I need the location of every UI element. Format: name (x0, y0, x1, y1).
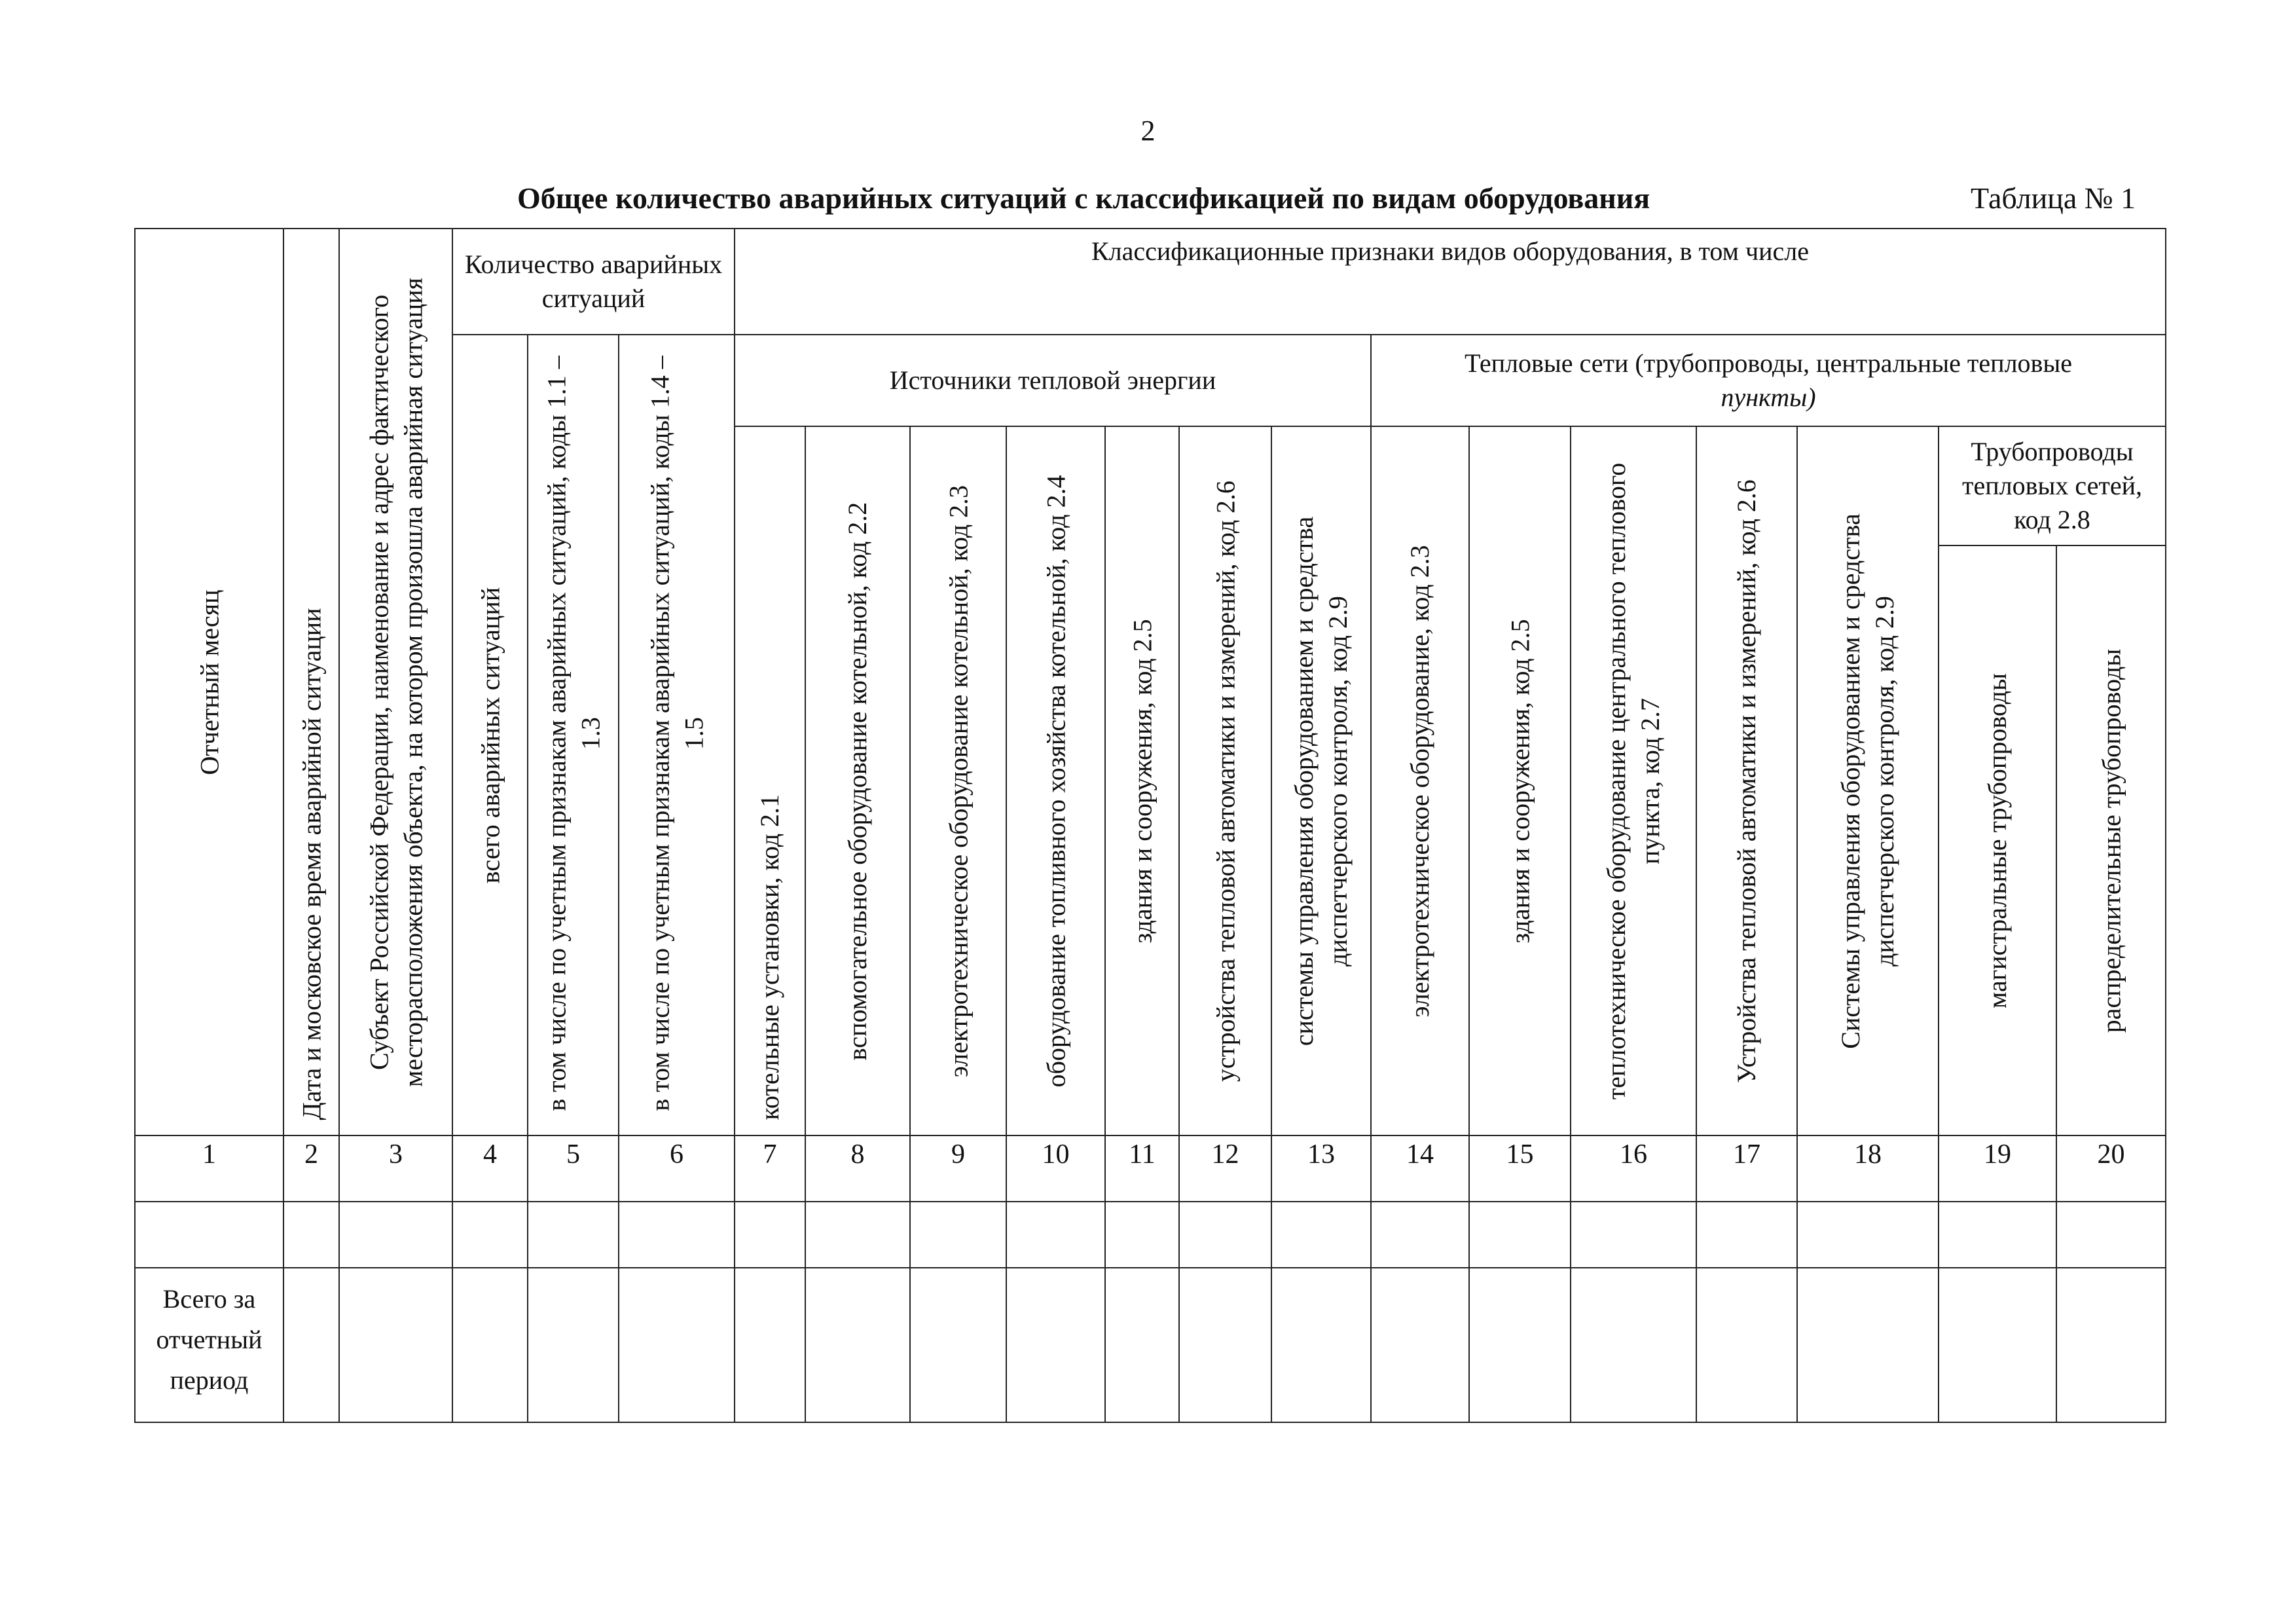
empty-data-cell (1796, 1201, 1939, 1268)
column-number-cell (1796, 1135, 1939, 1202)
header-quantity-group (452, 228, 735, 335)
total-data-cell (618, 1267, 735, 1423)
header-net-col-1 (1370, 426, 1470, 1136)
column-number-cell (134, 1135, 284, 1202)
total-row-label-line: Всего за (162, 1284, 256, 1314)
header-net-col-5-text: Системы управления оборудованием и средства диспетчерского контроля, код 2.9 (1836, 513, 1899, 1049)
total-data-cell (452, 1267, 528, 1423)
header-pipelines-group (1938, 426, 2166, 546)
header-net-col-5 (1796, 426, 1939, 1136)
header-reporting-month-text: Отчетный месяц (194, 589, 224, 775)
header-src-col-4 (1006, 426, 1106, 1136)
empty-data-cell (805, 1201, 911, 1268)
header-subject (338, 228, 453, 1136)
header-reporting-month (134, 228, 284, 1136)
header-src-col-7-text: системы управления оборудованием и средства диспетчерского контроля, код 2.9 (1289, 516, 1353, 1046)
column-number: 3 (389, 1139, 403, 1170)
header-codes-1-4 (618, 334, 735, 1136)
total-row-label-line: период (170, 1365, 249, 1395)
total-data-cell (2056, 1267, 2166, 1423)
column-number-cell (1104, 1135, 1180, 1202)
column-number-cell (1696, 1135, 1798, 1202)
empty-data-cell (134, 1201, 284, 1268)
empty-data-cell (1104, 1201, 1180, 1268)
total-row-label (136, 1279, 283, 1401)
column-number-cell (1006, 1135, 1106, 1202)
header-heat-sources (734, 334, 1372, 427)
empty-data-cell (338, 1201, 453, 1268)
header-net-col-2 (1468, 426, 1571, 1136)
header-codes-1-1-text: в том числе по учетным признакам аварийных ситуаций, коды 1.1 – 1.3 (541, 355, 605, 1111)
empty-data-cell (1696, 1201, 1798, 1268)
column-number-cell (527, 1135, 619, 1202)
header-src-col-5-text: здания и сооружения, код 2.5 (1127, 618, 1157, 944)
empty-data-cell (618, 1201, 735, 1268)
total-data-cell (1370, 1267, 1470, 1423)
header-net-col-1-text: электротехническое оборудование, код 2.3 (1405, 544, 1434, 1018)
total-data-cell (1006, 1267, 1106, 1423)
empty-data-cell (734, 1201, 806, 1268)
header-pipe-col-1 (1938, 545, 2057, 1136)
column-number-cell (338, 1135, 453, 1202)
column-number: 18 (1854, 1139, 1882, 1170)
column-number-cell (734, 1135, 806, 1202)
total-data-cell (1696, 1267, 1798, 1423)
header-pipe-col-2 (2056, 545, 2166, 1136)
header-datetime-text: Дата и московское время аварийной ситуации (296, 607, 326, 1120)
total-data-cell (1178, 1267, 1272, 1423)
header-src-col-4-text: оборудование топливного хозяйства котельной, код 2.4 (1040, 475, 1070, 1087)
column-number-cell (1468, 1135, 1571, 1202)
column-number-cell (283, 1135, 340, 1202)
total-data-cell (1938, 1267, 2057, 1423)
empty-data-cell (1178, 1201, 1272, 1268)
column-number-cell (1570, 1135, 1697, 1202)
header-total-text: всего аварийных ситуаций (475, 587, 505, 883)
column-number-cell (1178, 1135, 1272, 1202)
header-classification-group-text: Классификационные признаки видов оборудования, в том числе (1091, 236, 1809, 266)
column-number: 15 (1506, 1139, 1534, 1170)
header-net-col-4 (1696, 426, 1798, 1136)
column-number: 1 (202, 1139, 216, 1170)
column-number: 5 (566, 1139, 580, 1170)
empty-data-cell (1570, 1201, 1697, 1268)
column-number-cell (618, 1135, 735, 1202)
column-number: 16 (1620, 1139, 1647, 1170)
header-heat-sources-text: Источники тепловой энергии (889, 365, 1216, 395)
header-src-col-6-text: устройства тепловой автоматики и измерений, код 2.6 (1210, 480, 1240, 1082)
column-number: 4 (483, 1139, 497, 1170)
column-number: 9 (951, 1139, 965, 1170)
table-label: Таблица № 1 (1971, 181, 2136, 215)
header-src-col-5 (1104, 426, 1180, 1136)
column-number: 6 (670, 1139, 683, 1170)
empty-data-cell (1938, 1201, 2057, 1268)
column-number: 13 (1307, 1139, 1335, 1170)
header-src-col-2-text: вспомогательное оборудование котельной, код 2.2 (843, 502, 872, 1060)
empty-data-cell (2056, 1201, 2166, 1268)
column-number: 17 (1733, 1139, 1760, 1170)
header-total (452, 334, 528, 1136)
header-heat-networks-text (1372, 335, 2165, 426)
header-src-col-7 (1271, 426, 1372, 1136)
total-data-cell (527, 1267, 619, 1423)
empty-data-cell (527, 1201, 619, 1268)
total-data-cell (283, 1267, 340, 1423)
column-number: 11 (1129, 1139, 1156, 1170)
column-number: 2 (304, 1139, 318, 1170)
empty-data-cell (909, 1201, 1007, 1268)
header-src-col-3-text: электротехническое оборудование котельной, код 2.3 (943, 485, 973, 1077)
total-data-cell (1796, 1267, 1939, 1423)
column-number-cell (1938, 1135, 2057, 1202)
header-heat-networks (1370, 334, 2166, 427)
total-row-label-cell (134, 1267, 284, 1423)
column-number: 12 (1211, 1139, 1239, 1170)
table-title: Общее количество аварийных ситуаций с классификацией по видам оборудования (517, 181, 1650, 215)
header-net-col-3-text: теплотехническое оборудование центрального теплового пункта, код 2.7 (1601, 462, 1665, 1099)
header-codes-1-1 (527, 334, 619, 1136)
header-pipe-col-1-text: магистральные трубопроводы (1982, 673, 2012, 1008)
column-number-cell (452, 1135, 528, 1202)
total-data-cell (1104, 1267, 1180, 1423)
empty-data-cell (452, 1201, 528, 1268)
header-pipe-col-2-text: распределительные трубопроводы (2096, 648, 2126, 1033)
empty-data-cell (1370, 1201, 1470, 1268)
column-number: 8 (850, 1139, 865, 1170)
heat-networks-italic: пункты) (1721, 382, 1816, 412)
empty-data-cell (1468, 1201, 1571, 1268)
empty-data-cell (1271, 1201, 1372, 1268)
header-net-col-2-text: здания и сооружения, код 2.5 (1504, 618, 1535, 944)
empty-data-cell (1006, 1201, 1106, 1268)
column-number-cell (2056, 1135, 2166, 1202)
column-number-cell (805, 1135, 911, 1202)
header-pipelines-group-text: Трубопроводы тепловых сетей, код 2.8 (1962, 437, 2142, 534)
header-classification-group (734, 228, 2166, 335)
heat-networks-plain: Тепловые сети (трубопроводы, центральные тепловые (1464, 348, 2073, 378)
column-number-cell (909, 1135, 1007, 1202)
total-row-label-line: отчетный (156, 1325, 263, 1354)
column-number-cell (1271, 1135, 1372, 1202)
total-data-cell (1271, 1267, 1372, 1423)
total-data-cell (1570, 1267, 1697, 1423)
total-data-cell (338, 1267, 453, 1423)
column-number: 20 (2097, 1139, 2125, 1170)
header-quantity-group-text: Количество аварийных ситуаций (464, 249, 723, 313)
column-number: 14 (1406, 1139, 1434, 1170)
header-src-col-3 (909, 426, 1007, 1136)
column-number: 7 (763, 1139, 777, 1170)
header-src-col-1 (734, 426, 806, 1136)
header-datetime (283, 228, 340, 1136)
header-codes-1-4-text: в том числе по учетным признакам аварийных ситуаций, коды 1.4 – 1.5 (644, 355, 708, 1111)
total-data-cell (734, 1267, 806, 1423)
total-data-cell (805, 1267, 911, 1423)
header-src-col-6 (1178, 426, 1272, 1136)
column-number-cell (1370, 1135, 1470, 1202)
header-net-col-3 (1570, 426, 1697, 1136)
empty-data-cell (283, 1201, 340, 1268)
column-number: 10 (1042, 1139, 1070, 1170)
total-data-cell (909, 1267, 1007, 1423)
header-net-col-4-text: Устройства тепловой автоматики и измерений, код 2.6 (1732, 479, 1761, 1083)
column-number: 19 (1984, 1139, 2011, 1170)
header-src-col-2 (805, 426, 911, 1136)
page-number: 2 (1140, 115, 1156, 147)
header-subject-text: Субъект Российской Федерации, наименование и адрес фактического месторасположения объекта, на котором произошла аварийная ситуация (363, 277, 428, 1087)
total-data-cell (1468, 1267, 1571, 1423)
header-src-col-1-text: котельные установки, код 2.1 (755, 794, 784, 1120)
